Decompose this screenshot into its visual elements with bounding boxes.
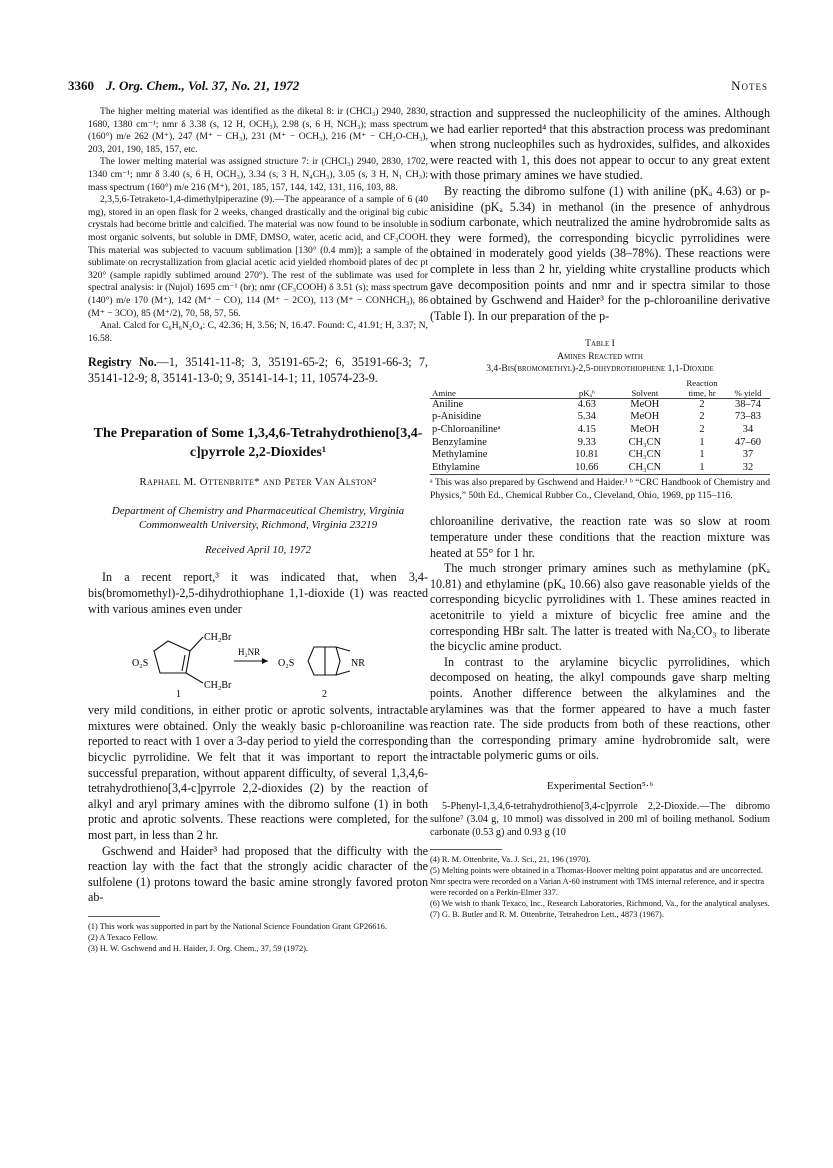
cell: 4.63 (577, 398, 596, 410)
table-row (430, 424, 770, 437)
table-caption-line: Amines Reacted with (557, 350, 643, 362)
registry-list: —1, 35141-11-8; 3, 35191-65-2; 6, 35191-66-3; 7, 35141-12-9; 8, 35141-13-0; 9, 35141-14-1; 11, 10574-23-9. (88, 355, 428, 385)
paragraph: The much stronger primary amines such as methylamine (pKₐ 10.81) and ethylamine (pKₐ 10.66) also gave reasonable yields of the corresponding bicyclic pyrrolidines with 1. These amines reacted in acetonitrile to yield a mixture of bicyclic free amine and the corresponding HBr salt. The latter is treated with Na₂CO₃ to liberate the bicyclic amine product. (430, 561, 770, 654)
table-row (430, 449, 770, 462)
paragraph: 2,3,5,6-Tetraketo-1,4-dimethylpiperazine (9).—The appearance of a sample of 6 (40 mg), stored in an open flask for 2 weeks, changed drastically and the original big cubic crystals had become brittle and calcified. The material was now found to be insoluble in most organic solvents, but soluble in DMF, DMSO, water, acetic acid, and CF₃COOH. This material was subjected to vacuum sublimation [130° (0.4 mm)]; a sample of the sublimate on recrystallization from glacial acetic acid yielded rhomboid plates of dec pt 320° (sample rapidly sublimed around 270°). The rest of the sublimate was used for spectral analysis: ir (Nujol) 1695 cm⁻¹ (br); nmr (CF₃COOH) δ 3.51 (s); mass spectrum (140°) m/e 170 (M⁺), 142 (M⁺ − CO), 114 (M⁺ − 2CO), 113 (M⁺ − CONHCH₃), 86 (M⁺ − 3CO), 85 (M⁺/2), 70, 58, 57, 56. (88, 194, 428, 319)
footnote: (7) G. B. Butler and R. M. Ottenbrite, Tetrahedron Lett., 4873 (1967). (430, 909, 664, 919)
cell: Benzylamine (432, 436, 487, 448)
paragraph: straction and suppressed the nucleophilicity of the amines. Although we had earlier reported⁴ that this abstraction process was predominant when strong nucleophiles such as hydroxides, sulfides, and alkoxides were reacted with 1, this does not appear to occur to any great extent with those primary amines we have studied. (430, 106, 770, 183)
footnote: (2) A Texaco Fellow. (88, 932, 158, 942)
amines-table (430, 378, 770, 476)
right-column (430, 106, 770, 920)
cell: CH₃CN (628, 461, 662, 473)
article-title: The Preparation of Some 1,3,4,6-Tetrahydrothieno[3,4-c]pyrrole 2,2-Dioxides¹ (93, 426, 423, 461)
footnote: (6) We wish to thank Texaco, Inc., Research Laboratories, Richmond, Va., for the analytical analyses. (430, 898, 770, 908)
registry-label: Registry No. (88, 355, 157, 370)
body-text (88, 703, 428, 906)
paragraph: chloroaniline derivative, the reaction rate was so slow at room temperature under these conditions that the reaction mixture was heated at 55° for 1 hr. (430, 514, 770, 560)
left-column (88, 106, 428, 954)
footnote-rule (430, 849, 502, 850)
registry-numbers (88, 355, 428, 386)
cell: Ethylamine (432, 461, 480, 473)
intro-text (88, 570, 428, 617)
paragraph: By reacting the dibromo sulfone (1) with aniline (pKₐ 4.63) or p-anisidine (pKₐ 5.34) in methanol (in the presence of anhydrous sodium carbonate, which neutralized the amine hydrobromide salts as they were formed), the corresponding bicyclic pyrrolidines were obtained in moderately good yields (38–78%). These reactions were complete in less than 2 hr, yielding white crystalline products which gave decomposition points and nmr and ir spectra similar to those obtained by Gschwend and Haider³ for the p-chloroaniline derivative (Table I). In our preparation of the p- (430, 183, 770, 323)
compound-label-2: 2 (322, 689, 327, 700)
table-row (430, 462, 770, 475)
col-header: Solvent (612, 378, 678, 399)
cell: 32 (742, 461, 754, 473)
amine-group: NR (351, 658, 365, 670)
footnote: (4) R. M. Ottenbrite, Va. J. Sci., 21, 196 (1970). (430, 854, 591, 864)
paragraph: Gschwend and Haider³ had proposed that the difficulty with the reaction lay with the fact that the strongly acidic character of the sulfolene (1) protons toward the basic amine strongly favored proton ab- (88, 843, 428, 905)
cell: p-Chloroanilineᵃ (432, 424, 501, 435)
table-footnote: ᵃ This was also prepared by Gschwend and Haider.³ ᵇ “CRC Handbook of Chemistry and Physics,” 50th Ed., Chemical Rubber Co., Cleveland, Ohio, 1969, pp 115–116. (430, 477, 771, 501)
compound-label-1: 1 (176, 689, 181, 700)
col-header: % yield (726, 378, 770, 399)
col-header: Amine (430, 378, 562, 399)
paragraph: 5-Phenyl-1,3,4,6-tetrahydrothieno[3,4-c]pyrrole 2,2-Dioxide.—The dibromo sulfone⁷ (3.04 g, 10 mmol) was dissolved in 200 ml of boiling methanol. Sodium carbonate (0.53 g) and 0.93 g (10 (430, 800, 770, 838)
cell: 73–83 (735, 411, 761, 423)
cell: Methylamine (432, 449, 488, 461)
paragraph: very mild conditions, in either protic or aprotic solvents, intractable mixtures were obtained. Only the weakly basic p-chloroaniline was reported to react with 1 over a 3-day period to yield the corresponding bicyclic pyrrolidine. We felt that it was important to report the successful preparation, without apparent difficulty, of several 1,3,4,6-tetrahydrothieno[3,4-c]pyrrole 2,2-dioxides (2) by the reaction of alkyl and aryl primary amines with the dibromo sulfone (1) in both protic and aprotic solvents. These reactions were completed, for the most part, in less than 2 hr. (88, 703, 428, 842)
paragraph: In contrast to the arylamine bicyclic pyrrolidines, which decomposed on heating, the alkyl compounds gave sharp melting points. Another difference between the alkylamines and the arylamines was that the former appeared to have a much faster reaction rate. The side products from both of these reactions, other than the corresponding primary amine hydrobromide salt, were intractable polymeric gums or oils. (430, 654, 770, 763)
reaction-scheme-drawing (88, 621, 428, 699)
substituent-top: CH₂Br (204, 632, 232, 644)
paragraph: The higher melting material was identified as the diketal 8: ir (CHCl₃) 2940, 2830, 1680, 1380 cm⁻¹; nmr δ 3.38 (s, 12 H, OCH₃), 2.98 (s, 6 H, NCH₃); mass spectrum (160°) m/e 262 (M⁺), 247 (M⁺ − CH₃), 231 (M⁺ − OCH₃), 216 (M⁺ − CH₂O-CH₃), 203, 201, 190, 185, 157, etc. (88, 106, 428, 155)
cell: CH₃CN (628, 449, 662, 461)
col-header: Reaction time, hr (678, 378, 726, 399)
cell: 10.66 (575, 461, 599, 473)
running-header (68, 78, 768, 98)
cell: 9.33 (577, 436, 596, 448)
cell: 1 (699, 436, 705, 448)
footnote-rule (88, 916, 160, 917)
body-text (430, 106, 770, 324)
cell: 37 (742, 449, 754, 461)
author-affiliation: Department of Chemistry and Pharmaceutical Chemistry, Virginia Commonwealth University, Richmond, Virginia 23219 (111, 505, 405, 532)
article-authors: Raphael M. Ottenbrite* and Peter Van Alston² (139, 476, 377, 489)
cell: 2 (699, 411, 705, 423)
footnote: (1) This work was supported in part by the National Science Foundation Grant GP26616. (88, 921, 387, 931)
table-caption (430, 338, 770, 376)
cell: p-Anisidine (432, 411, 482, 423)
cell: 2 (699, 398, 705, 410)
previous-article-tail (88, 106, 428, 345)
cell: Aniline (432, 398, 464, 410)
cell: MeOH (630, 398, 660, 410)
reagent-label: H₂NR (238, 647, 261, 658)
cell: CH₃CN (628, 436, 662, 448)
cell: MeOH (630, 424, 660, 435)
footnote: (3) H. W. Gschwend and H. Haider, J. Org. Chem., 37, 59 (1972). (88, 943, 309, 953)
table-row (430, 411, 770, 424)
paragraph: Anal. Calcd for C₆H₆N₂O₄: C, 42.36; H, 3.56; N, 16.47. Found: C, 41.91; H, 3.37; N, 16.58. (88, 320, 428, 344)
cell: 47–60 (735, 436, 761, 448)
paragraph: In a recent report,³ it was indicated that, when 3,4-bis(bromomethyl)-2,5-dihydrothiophane 1,1-dioxide (1) was reacted with various amines even under (88, 570, 428, 616)
section-name: Notes (731, 78, 768, 93)
table-row (430, 398, 770, 411)
table-caption-line: 3,4-Bis(bromomethyl)-2,5-dihydrothiophene 1,1-Dioxide (486, 363, 714, 375)
table-label: Table I (585, 338, 615, 350)
cell: 1 (699, 449, 705, 461)
reaction-scheme (88, 621, 428, 699)
cell: 2 (699, 424, 705, 435)
substituent-bottom: CH₂Br (204, 680, 232, 692)
sulfone-group-left: O₂S (132, 658, 149, 670)
page-number: 3360 (68, 78, 94, 93)
received-date: Received April 10, 1972 (204, 544, 312, 557)
cell: 5.34 (577, 411, 596, 423)
paragraph: The lower melting material was assigned structure 7: ir (CHCl₃) 2940, 2830, 1702, 1340 cm⁻¹; nmr δ 3.40 (s, 6 H, OCH₃), 3.34 (s, 3 H, N₄CH₃), 3.05 (s, 3 H, N₁ CH₃); mass spectrum (160°) m/e 216 (M⁺), 201, 185, 157, 144, 142, 131, 116, 103, 88. (88, 156, 428, 193)
experimental-text (430, 800, 770, 839)
cell: 10.81 (575, 449, 599, 461)
cell: 1 (699, 461, 705, 473)
cell: MeOH (630, 411, 660, 423)
table-row (430, 437, 770, 450)
col-header: pKₐᵇ (562, 378, 612, 399)
journal-citation: J. Org. Chem., Vol. 37, No. 21, 1972 (106, 78, 300, 93)
body-text (430, 514, 770, 764)
cell: 4.15 (577, 424, 596, 435)
footnote: (5) Melting points were obtained in a Thomas-Hoover melting point apparatus and are uncorrected. Nmr spectra were recorded on a Varian A-60 instrument with TMS internal reference, and ir spectra were recorded on a Perkin-Elmer 337. (430, 865, 765, 897)
sulfone-group-right: O₂S (278, 658, 295, 670)
cell: 34 (742, 424, 754, 435)
experimental-heading: Experimental Section⁵·⁶ (546, 779, 654, 792)
cell: 38–74 (735, 398, 761, 410)
